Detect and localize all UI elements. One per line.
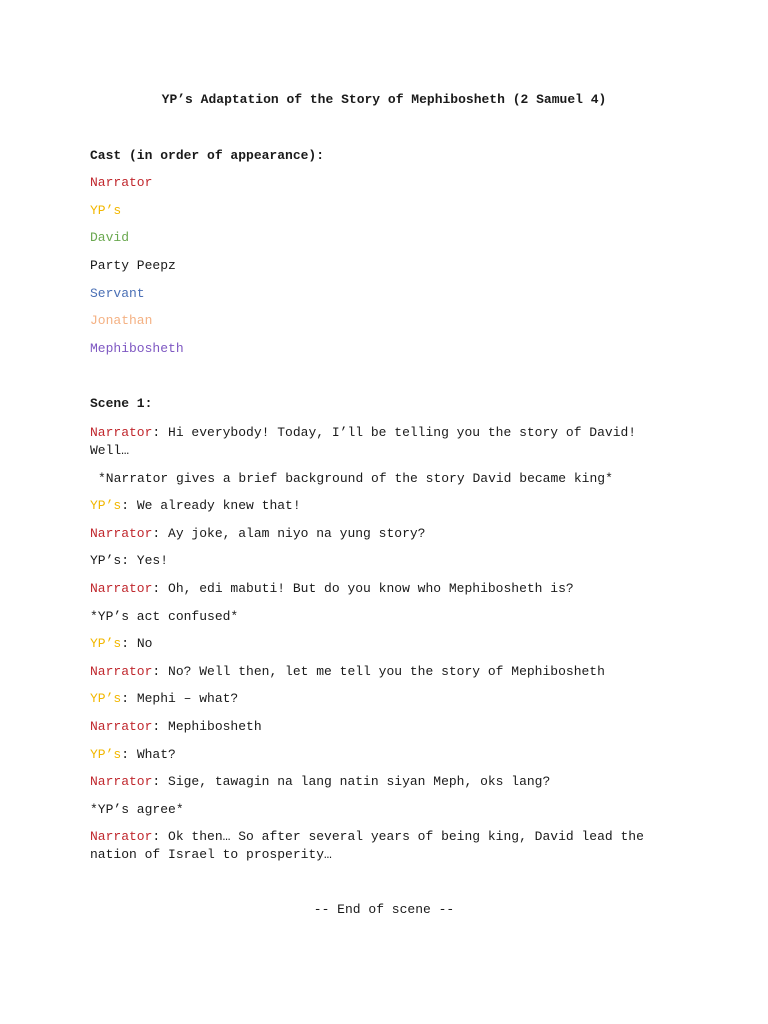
speaker-name: YP’s: [90, 498, 122, 514]
cast-item-servant: Servant: [90, 285, 145, 301]
line-text: : Ay joke, alam niyo na yung story?: [152, 525, 426, 541]
dialogue-line: [90, 424, 680, 460]
speaker-name: Narrator: [90, 580, 153, 596]
stage-direction: [90, 470, 680, 488]
cast-item-party-peepz: Party Peepz: [90, 258, 176, 274]
cast-item-narrator: Narrator: [90, 175, 153, 190]
line-text: : Hi everybody! Today, I’ll be telling you the story of David! Well…: [90, 425, 637, 458]
scene-heading: Scene 1:: [90, 396, 153, 411]
speaker-name: Narrator: [90, 525, 153, 541]
line-text: : What?: [121, 746, 176, 762]
line-text: : Ok then… So after several years of being king, David lead the nation of Israel to prosperity…: [90, 829, 644, 863]
speaker-name: Narrator: [90, 829, 153, 845]
cast-item-yps: YP’s: [90, 202, 122, 218]
line-text: : Mephi – what?: [121, 691, 239, 707]
line-text: *YP’s agree*: [90, 801, 184, 817]
page-title: YP’s Adaptation of the Story of Mephibosheth (2 Samuel 4): [161, 92, 607, 107]
speaker-name: YP’s: [90, 691, 122, 707]
stage-direction: [90, 608, 680, 626]
line-text: : No: [121, 636, 153, 652]
stage-direction: [90, 801, 680, 819]
speaker-name: Narrator: [90, 718, 153, 734]
dialogue-line: [90, 773, 680, 791]
line-text: : No? Well then, let me tell you the story of Mephibosheth: [152, 663, 605, 679]
end-of-scene: -- End of scene --: [313, 902, 455, 917]
dialogue-line: [90, 690, 680, 708]
line-text: *Narrator gives a brief background of the story David became king*: [98, 470, 613, 486]
dialogue-line: [90, 580, 680, 598]
dialogue-line: [90, 635, 680, 653]
line-text: : We already knew that!: [121, 498, 301, 514]
speaker-name: Narrator: [90, 425, 153, 440]
line-text: *YP’s act confused*: [90, 608, 239, 624]
dialogue-line: [90, 497, 680, 515]
dialogue-line: [90, 746, 680, 764]
cast-item-jonathan: Jonathan: [90, 313, 153, 329]
line-text: : Sige, tawagin na lang natin siyan Meph, oks lang?: [152, 774, 551, 790]
line-text: : Mephibosheth: [152, 718, 262, 734]
dialogue-line: [90, 718, 680, 736]
cast-heading: Cast (in order of appearance):: [90, 148, 325, 163]
dialogue-line: [90, 828, 680, 864]
cast-item-mephibosheth: Mephibosheth: [90, 341, 184, 357]
speaker-name: YP’s: [90, 746, 122, 762]
cast-list: [90, 175, 184, 369]
speaker-name: Narrator: [90, 774, 153, 790]
line-text: : Oh, edi mabuti! But do you know who Mephibosheth is?: [152, 580, 574, 596]
dialogue-line: [90, 663, 680, 681]
speaker-name: YP’s: [90, 636, 122, 652]
stage-direction: [90, 552, 680, 570]
speaker-name: Narrator: [90, 663, 153, 679]
script-lines: [90, 424, 680, 874]
line-text: YP’s: Yes!: [90, 553, 169, 569]
dialogue-line: [90, 525, 680, 543]
cast-item-david: David: [90, 230, 130, 246]
